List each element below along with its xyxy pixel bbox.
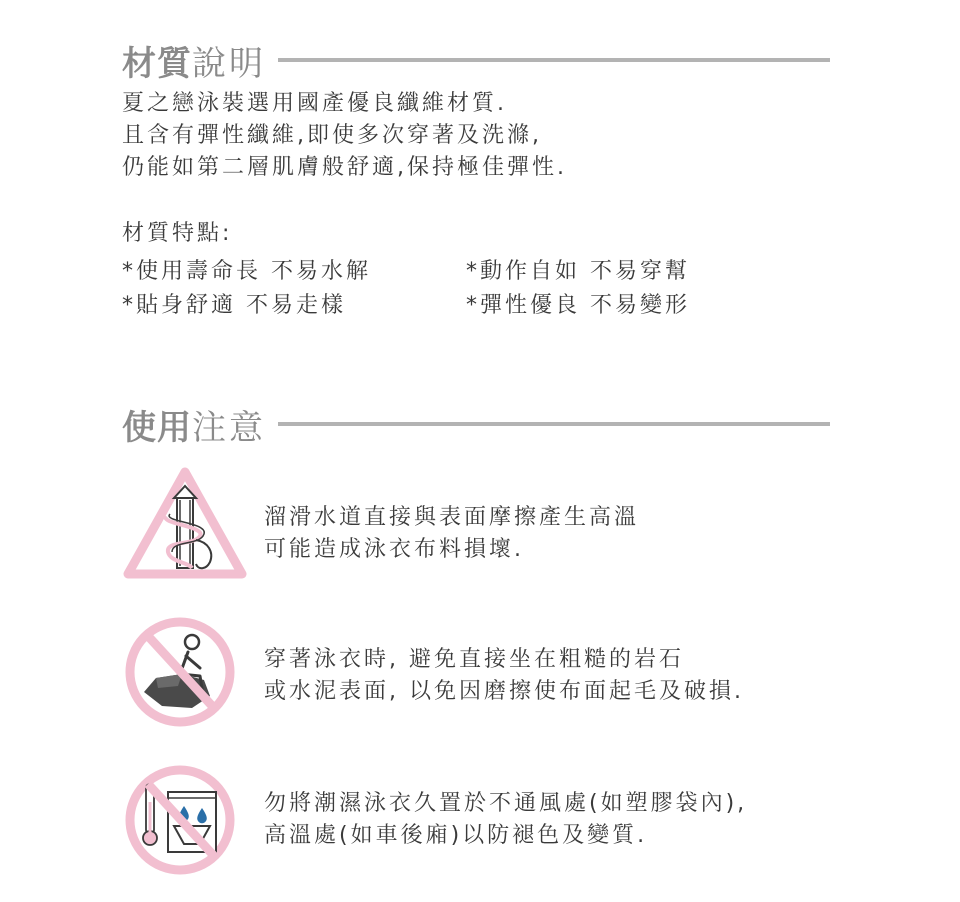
feature-item: *貼身舒適 不易走樣 <box>122 293 346 318</box>
material-description <box>122 88 567 184</box>
material-divider <box>278 58 830 62</box>
no-damp-storage-icon <box>122 762 238 878</box>
water-slide-warning-icon <box>122 466 248 582</box>
notice-water-slide <box>264 502 639 566</box>
description-line: 夏之戀泳裝選用國產優良纖維材質. <box>122 91 507 116</box>
description-line: 且含有彈性纖維,即使多次穿著及洗滌, <box>122 123 542 148</box>
notice-line: 或水泥表面, 以免因磨擦使布面起毛及破損. <box>264 679 744 704</box>
notice-line: 可能造成泳衣布料損壞. <box>264 537 524 562</box>
feature-item: *彈性優良 不易變形 <box>466 293 690 318</box>
material-title-light: 說明 <box>192 43 266 84</box>
notice-line: 高溫處(如車後廂)以防褪色及變質. <box>264 823 648 848</box>
material-section-header <box>122 38 830 82</box>
notice-line: 溜滑水道直接與表面摩擦產生高溫 <box>264 505 640 530</box>
notice-line: 勿將潮濕泳衣久置於不通風處(如塑膠袋內), <box>264 791 748 816</box>
notice-line: 穿著泳衣時, 避免直接坐在粗糙的岩石 <box>264 647 684 672</box>
notice-no-sitting <box>264 644 744 708</box>
usage-divider <box>278 422 830 426</box>
feature-item: *使用壽命長 不易水解 <box>122 259 371 284</box>
notice-no-damp-storage <box>264 788 747 852</box>
usage-section-header <box>122 402 830 446</box>
feature-item: *動作自如 不易穿幫 <box>466 259 690 284</box>
features-label: 材質特點: <box>122 221 233 246</box>
description-line: 仍能如第二層肌膚般舒適,保持極佳彈性. <box>122 155 567 180</box>
material-title-bold: 材質 <box>122 43 192 84</box>
usage-title-light: 注意 <box>192 407 266 448</box>
usage-title-bold: 使用 <box>122 407 192 448</box>
no-sitting-on-rock-icon <box>122 614 238 730</box>
